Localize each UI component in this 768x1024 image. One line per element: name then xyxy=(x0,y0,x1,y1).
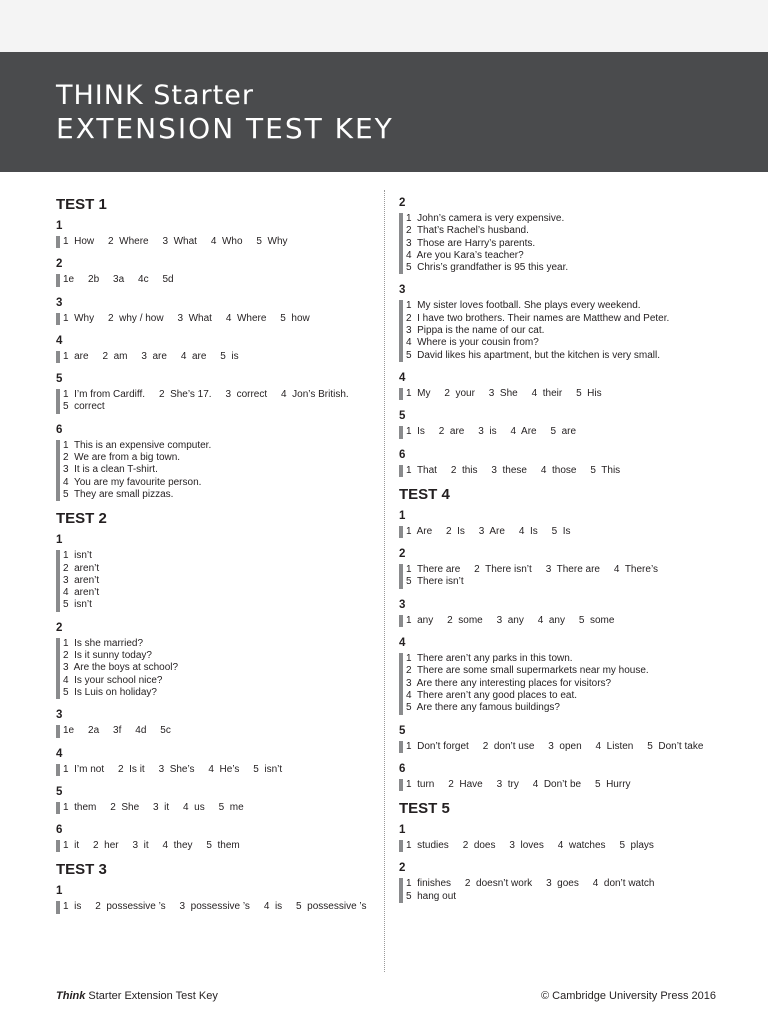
answer-line: 3 aren’t xyxy=(63,574,100,586)
exercise-section xyxy=(56,884,376,913)
answer-line: 3 Pippa is the name of our cat. xyxy=(406,325,545,337)
exercise-section xyxy=(56,785,376,814)
exercise-section xyxy=(399,371,719,400)
answer-line: 1 Is she married? xyxy=(63,637,144,649)
exercise-section xyxy=(399,762,719,791)
exercise-number: 6 xyxy=(56,423,63,436)
answer-line: 1 I’m from Cardiff. 2 She’s 17. 3 correct 4 Jon’s British. xyxy=(63,389,349,401)
exercise-section xyxy=(56,296,376,325)
exercise-number: 5 xyxy=(399,410,406,423)
answer-block xyxy=(399,564,719,589)
exercise-section xyxy=(399,823,719,852)
test-heading: TEST 4 xyxy=(399,485,450,503)
exercise-number: 4 xyxy=(399,371,406,384)
answer-line: 1 There aren’t any parks in this town. xyxy=(406,653,573,665)
title-banner xyxy=(0,52,768,172)
answer-block xyxy=(399,615,719,627)
exercise-number: 1 xyxy=(399,824,406,837)
exercise-number: 5 xyxy=(56,785,63,798)
exercise-number: 1 xyxy=(399,509,406,522)
answer-block xyxy=(399,300,719,361)
answer-line: 4 There aren’t any good places to eat. xyxy=(406,689,578,701)
answer-block xyxy=(56,725,376,737)
exercise-section xyxy=(56,747,376,776)
exercise-section xyxy=(399,509,719,538)
test-heading: TEST 2 xyxy=(56,510,107,528)
answer-line: 1 That 2 this 3 these 4 those 5 This xyxy=(406,464,621,476)
exercise-section xyxy=(399,724,719,753)
answer-block xyxy=(399,213,719,274)
answer-line: 3 It is a clean T-shirt. xyxy=(63,464,158,476)
answer-line: 3 Are the boys at school? xyxy=(63,662,179,674)
exercise-section xyxy=(399,636,719,714)
answer-line: 3 Are there any interesting places for visitors? xyxy=(406,677,612,689)
answer-line: 5 isn’t xyxy=(63,599,92,611)
answer-line: 2 That’s Rachel’s husband. xyxy=(406,225,529,237)
exercise-number: 2 xyxy=(56,258,63,271)
answer-line: 1 turn 2 Have 3 try 4 Don’t be 5 Hurry xyxy=(406,778,631,790)
left-column xyxy=(56,196,376,923)
answer-line: 4 aren’t xyxy=(63,587,100,599)
answer-line: 4 You are my favourite person. xyxy=(63,476,202,488)
footer-copyright: © Cambridge University Press 2016 xyxy=(540,990,716,1002)
title-line-1: THINK Starter xyxy=(56,80,254,111)
exercise-number: 1 xyxy=(56,885,63,898)
answer-line: 5 Chris’s grandfather is 95 this year. xyxy=(406,262,569,274)
answer-block xyxy=(399,465,719,477)
answer-line: 1 I’m not 2 Is it 3 She’s 4 He’s 5 isn’t xyxy=(63,763,283,775)
answer-block xyxy=(56,236,376,248)
answer-line: 2 I have two brothers. Their names are Matthew and Peter. xyxy=(406,312,670,324)
answer-block xyxy=(56,274,376,286)
answer-line: 3 Those are Harry’s parents. xyxy=(406,237,536,249)
answer-block xyxy=(56,389,376,414)
exercise-section xyxy=(56,823,376,852)
answer-line: 4 Are you Kara’s teacher? xyxy=(406,249,524,261)
answer-line: 5 David likes his apartment, but the kitchen is very small. xyxy=(406,349,660,361)
exercise-section xyxy=(56,423,376,501)
exercise-number: 6 xyxy=(56,824,63,837)
answer-line: 1 This is an expensive computer. xyxy=(63,439,212,451)
exercise-section xyxy=(399,547,719,589)
answer-line: 1 My 2 your 3 She 4 their 5 His xyxy=(406,387,602,399)
answer-line: 5 They are small pizzas. xyxy=(63,488,174,500)
footer-left-text: Starter Extension Test Key xyxy=(85,990,218,1002)
exercise-section xyxy=(399,196,719,274)
answer-line: 1 them 2 She 3 it 4 us 5 me xyxy=(63,801,244,813)
answer-line: 5 correct xyxy=(63,401,105,413)
exercise-number: 6 xyxy=(399,448,406,461)
answer-line: 1 John’s camera is very expensive. xyxy=(406,213,565,224)
exercise-section xyxy=(56,372,376,414)
exercise-number: 2 xyxy=(399,862,406,875)
answer-block xyxy=(399,741,719,753)
exercise-section xyxy=(56,708,376,737)
answer-line: 5 Is Luis on holiday? xyxy=(63,686,157,698)
answer-line: 1 are 2 am 3 are 4 are 5 is xyxy=(63,350,239,362)
answer-line: 1 is 2 possessive ’s 3 possessive ’s 4 is 5 possessive ’s xyxy=(63,901,367,913)
exercise-number: 2 xyxy=(56,621,63,634)
exercise-number: 2 xyxy=(399,548,406,561)
answer-block xyxy=(399,878,719,903)
answer-line: 4 Is your school nice? xyxy=(63,674,163,686)
test-heading: TEST 1 xyxy=(56,196,107,213)
answer-line: 4 Where is your cousin from? xyxy=(406,337,539,349)
exercise-section xyxy=(399,861,719,903)
exercise-number: 3 xyxy=(399,598,406,611)
answer-block xyxy=(399,426,719,438)
exercise-number: 4 xyxy=(56,334,63,347)
title-line-2: EXTENSION TEST KEY xyxy=(56,112,394,145)
answer-line: 2 There are some small supermarkets near my house. xyxy=(406,665,649,677)
right-column xyxy=(399,196,719,912)
answer-line: 1 studies 2 does 3 loves 4 watches 5 plays xyxy=(406,840,654,852)
exercise-number: 3 xyxy=(56,296,63,309)
answer-block xyxy=(56,351,376,363)
answer-line: 2 Is it sunny today? xyxy=(63,650,152,662)
answer-block xyxy=(399,388,719,400)
footer-title xyxy=(56,990,218,1002)
answer-line: 1 Why 2 why / how 3 What 4 Where 5 how xyxy=(63,312,310,324)
answer-line: 1 How 2 Where 3 What 4 Who 5 Why xyxy=(63,236,288,247)
answer-line: 1 finishes 2 doesn’t work 3 goes 4 don’t watch xyxy=(406,878,655,890)
exercise-section xyxy=(56,334,376,363)
answer-block xyxy=(56,638,376,699)
answer-block xyxy=(56,550,376,611)
exercise-number: 2 xyxy=(399,197,406,209)
answer-line: 1 Are 2 Is 3 Are 4 Is 5 Is xyxy=(406,525,571,537)
exercise-section xyxy=(399,409,719,438)
column-divider xyxy=(384,190,385,972)
exercise-section xyxy=(56,621,376,699)
exercise-number: 4 xyxy=(399,637,406,650)
answer-block xyxy=(56,764,376,776)
answer-block xyxy=(56,802,376,814)
answer-block xyxy=(56,840,376,852)
answer-line: 1 it 2 her 3 it 4 they 5 them xyxy=(63,840,240,852)
answer-line: 2 aren’t xyxy=(63,562,100,574)
exercise-number: 3 xyxy=(399,284,406,297)
answer-line: 1 Don’t forget 2 don’t use 3 open 4 Listen 5 Don’t take xyxy=(406,740,704,752)
answer-block xyxy=(399,526,719,538)
answer-line: 5 Are there any famous buildings? xyxy=(406,702,560,714)
answer-line: 1 My sister loves football. She plays every weekend. xyxy=(406,300,641,312)
exercise-number: 4 xyxy=(56,747,63,760)
exercise-number: 6 xyxy=(399,762,406,775)
top-strip xyxy=(0,0,768,52)
answer-block xyxy=(56,313,376,325)
test-heading: TEST 5 xyxy=(399,800,450,818)
answer-line: 1e 2b 3a 4c 5d xyxy=(63,274,174,286)
exercise-number: 3 xyxy=(56,709,63,722)
answer-block xyxy=(399,779,719,791)
answer-block xyxy=(56,440,376,501)
exercise-section xyxy=(56,257,376,286)
answer-block xyxy=(56,901,376,913)
exercise-section xyxy=(399,598,719,627)
test-heading: TEST 3 xyxy=(56,861,107,879)
exercise-number: 5 xyxy=(56,373,63,386)
answer-line: 1 There are 2 There isn’t 3 There are 4 There’s xyxy=(406,564,658,576)
answer-line: 1e 2a 3f 4d 5c xyxy=(63,725,171,737)
answer-line: 1 any 2 some 3 any 4 any 5 some xyxy=(406,614,615,626)
exercise-number: 5 xyxy=(399,724,406,737)
exercise-section xyxy=(399,448,719,477)
exercise-section xyxy=(56,219,376,248)
exercise-number: 1 xyxy=(56,534,63,547)
answer-block xyxy=(399,653,719,714)
footer-brand: Think xyxy=(56,990,86,1002)
answer-block xyxy=(399,840,719,852)
exercise-section xyxy=(399,283,719,361)
answer-line: 1 isn’t xyxy=(63,550,92,562)
answer-line: 5 hang out xyxy=(406,890,457,902)
answer-line: 2 We are from a big town. xyxy=(63,452,181,464)
exercise-number: 1 xyxy=(56,220,63,232)
answer-line: 5 There isn’t xyxy=(406,576,464,588)
answer-line: 1 Is 2 are 3 is 4 Are 5 are xyxy=(406,426,577,438)
exercise-section xyxy=(56,533,376,611)
